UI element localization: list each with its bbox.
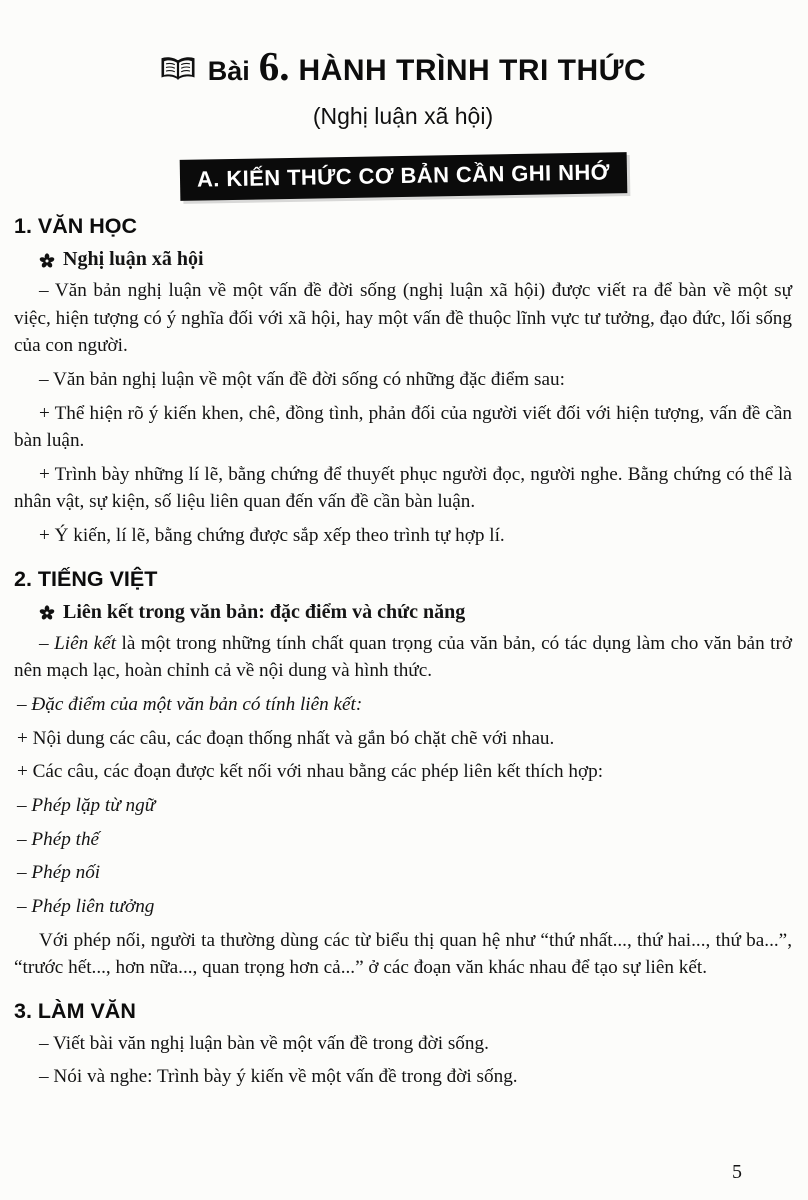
paragraph: – Văn bản nghị luận về một vấn đề đời sống có những đặc điểm sau: <box>39 368 565 390</box>
chapter-title-main: HÀNH TRÌNH TRI THỨC <box>298 54 647 87</box>
paragraph: + Các câu, các đoạn được kết nối với nhau bằng các phép liên kết thích hợp: <box>17 761 604 783</box>
paragraph: + Trình bày những lí lẽ, bằng chứng để thuyết phục người đọc, người nghe. Bằng chứng có thể là nhân vật, sự kiện, số liệu liên quan đến vấn đề cần bàn luận. <box>14 463 792 513</box>
list-item: – Phép nối <box>17 862 101 884</box>
list-item: – Phép thế <box>17 828 100 850</box>
section1-subheading-label: Nghị luận xã hội <box>63 248 204 270</box>
paragraph: Với phép nối, người ta thường dùng các từ biểu thị quan hệ như “thứ nhất..., thứ hai..., thứ ba...”, “trước hết..., hơn nữa..., quan trọng hơn cả...” ở các đoạn văn khác nhau để tạo sự liên kết. <box>14 929 792 979</box>
paragraph: + Ý kiến, lí lẽ, bằng chứng được sắp xếp theo trình tự hợp lí. <box>39 525 505 547</box>
section-a-banner: A. KIẾN THỨC CƠ BẢN CẦN GHI NHỚ <box>179 152 627 201</box>
chapter-title-prefix: Bài <box>207 56 250 86</box>
section-lam-van <box>14 999 792 1091</box>
chapter-header <box>14 43 792 197</box>
paragraph: – Nói và nghe: Trình bày ý kiến về một vấn đề trong đời sống. <box>39 1066 518 1088</box>
paragraph: + Thể hiện rõ ý kiến khen, chê, đồng tình, phản đối của người viết đối với hiện tượng, vấn đề cần bàn luận. <box>14 402 792 452</box>
section2-heading: 2. TIẾNG VIỆT <box>14 566 158 591</box>
chapter-subtitle: (Nghị luận xã hội) <box>312 103 494 129</box>
paragraph: – Đặc điểm của một văn bản có tính liên kết: <box>17 694 363 716</box>
dash: – <box>39 632 55 654</box>
section-tieng-viet <box>14 567 792 982</box>
term-lien-ket: Liên kết <box>54 632 117 654</box>
section3-heading: 3. LÀM VĂN <box>14 998 136 1023</box>
list-item: – Phép liên tưởng <box>17 895 155 917</box>
section2-subheading <box>39 601 792 624</box>
flower-icon <box>39 605 55 621</box>
paragraph: + Nội dung các câu, các đoạn thống nhất và gắn bó chặt chẽ với nhau. <box>17 727 555 749</box>
section1-subheading <box>39 248 792 271</box>
section-van-hoc <box>14 214 792 550</box>
paragraph: – Văn bản nghị luận về một vấn đề đời sống (nghị luận xã hội) được viết ra để bàn về một sự việc, hiện tượng có ý nghĩa đối với xã hội, hay một vấn đề thuộc lĩnh vực tư tưởng, đạo đức, lối sống của con người. <box>14 280 792 357</box>
paragraph <box>14 630 792 685</box>
flower-icon <box>39 253 55 269</box>
book-icon <box>160 53 196 90</box>
banner-wrap <box>14 156 792 197</box>
list-item: – Phép lặp từ ngữ <box>17 794 156 816</box>
paragraph-text: là một trong những tính chất quan trọng của văn bản, có tác dụng làm cho văn bản trở nên mạch lạc, hoàn chỉnh cả về nội dung và hình thức. <box>14 632 793 682</box>
section1-heading: 1. VĂN HỌC <box>14 214 138 238</box>
chapter-title-number: 6. <box>258 43 290 89</box>
page-number: 5 <box>732 1161 742 1183</box>
chapter-title <box>14 43 792 89</box>
section2-subheading-label: Liên kết trong văn bản: đặc điểm và chức năng <box>63 600 466 623</box>
paragraph: – Viết bài văn nghị luận bàn về một vấn đề trong đời sống. <box>39 1032 489 1054</box>
